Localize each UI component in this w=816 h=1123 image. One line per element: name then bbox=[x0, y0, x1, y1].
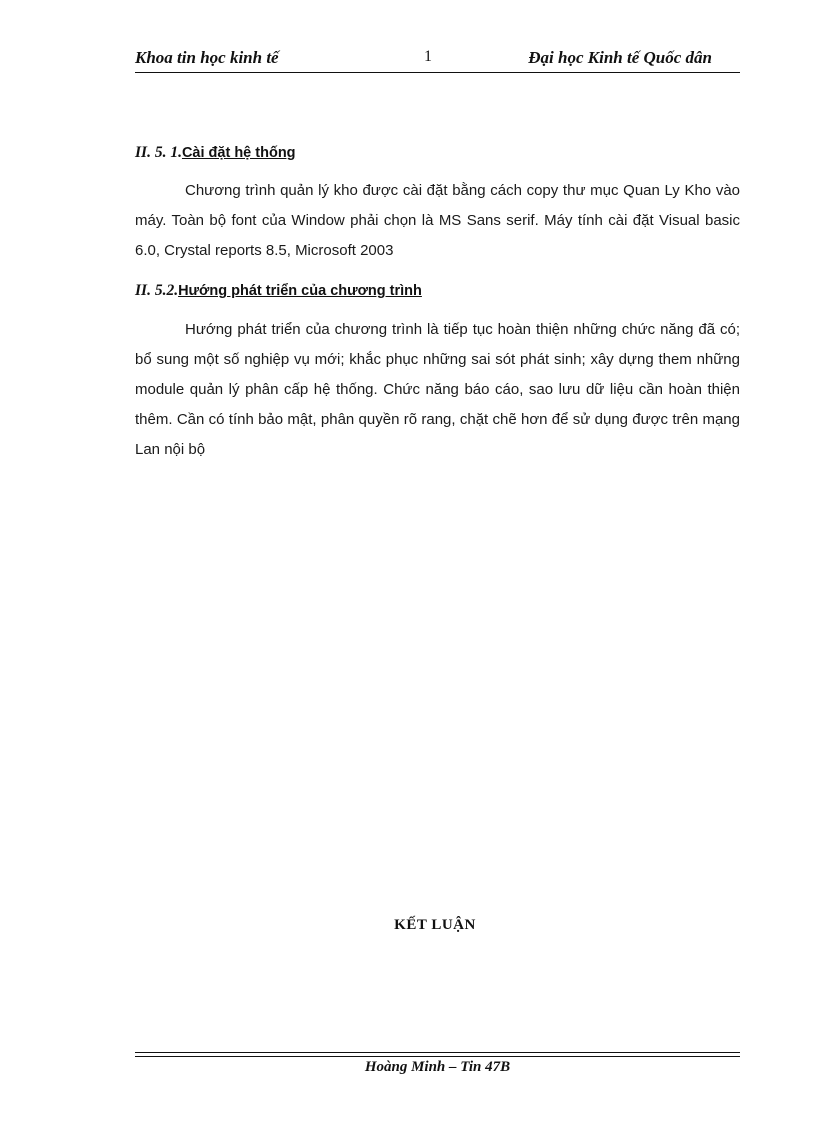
section-number: II. 5.2. bbox=[135, 282, 179, 299]
section-paragraph-install: Chương trình quản lý kho được cài đặt bằng cách copy thư mục Quan Ly Kho vào máy. Toàn bộ font của Window phải chọn là MS Sans serif. Máy tính cài đặt Visual basic 6.0, Crystal reports 8.5, Microsoft 2003 bbox=[135, 182, 740, 259]
header-university: Đại học Kinh tế Quốc dân bbox=[528, 48, 712, 67]
section-title: Cài đặt hệ thống bbox=[181, 145, 296, 161]
header-faculty: Khoa tin học kinh tế bbox=[135, 48, 279, 67]
page-number: 1 bbox=[424, 48, 432, 65]
page-header bbox=[135, 46, 740, 73]
section-heading-development bbox=[135, 282, 422, 300]
section-title: Hướng phát triển của chương trình bbox=[178, 283, 422, 299]
section-paragraph-development: Hướng phát triển của chương trình là tiếp tục hoàn thiện những chức năng đã có; bổ sung một số nghiệp vụ mới; khắc phục những sai sót phát sinh; xây dựng them những module quản lý phân cấp hệ thống. Chức năng báo cáo, sao lưu dữ liệu cần hoàn thiện thêm. Cần có tính bảo mật, phân quyền rõ rang, chặt chẽ hơn để sử dụng được trên mạng Lan nội bộ bbox=[135, 321, 740, 458]
footer-author: Hoàng Minh – Tin 47B bbox=[364, 1059, 511, 1075]
section-heading-install bbox=[135, 144, 296, 162]
footer-divider bbox=[135, 1052, 740, 1057]
section-number: II. 5. 1. bbox=[135, 144, 182, 161]
conclusion-heading: KẾT LUẬN bbox=[394, 917, 476, 933]
